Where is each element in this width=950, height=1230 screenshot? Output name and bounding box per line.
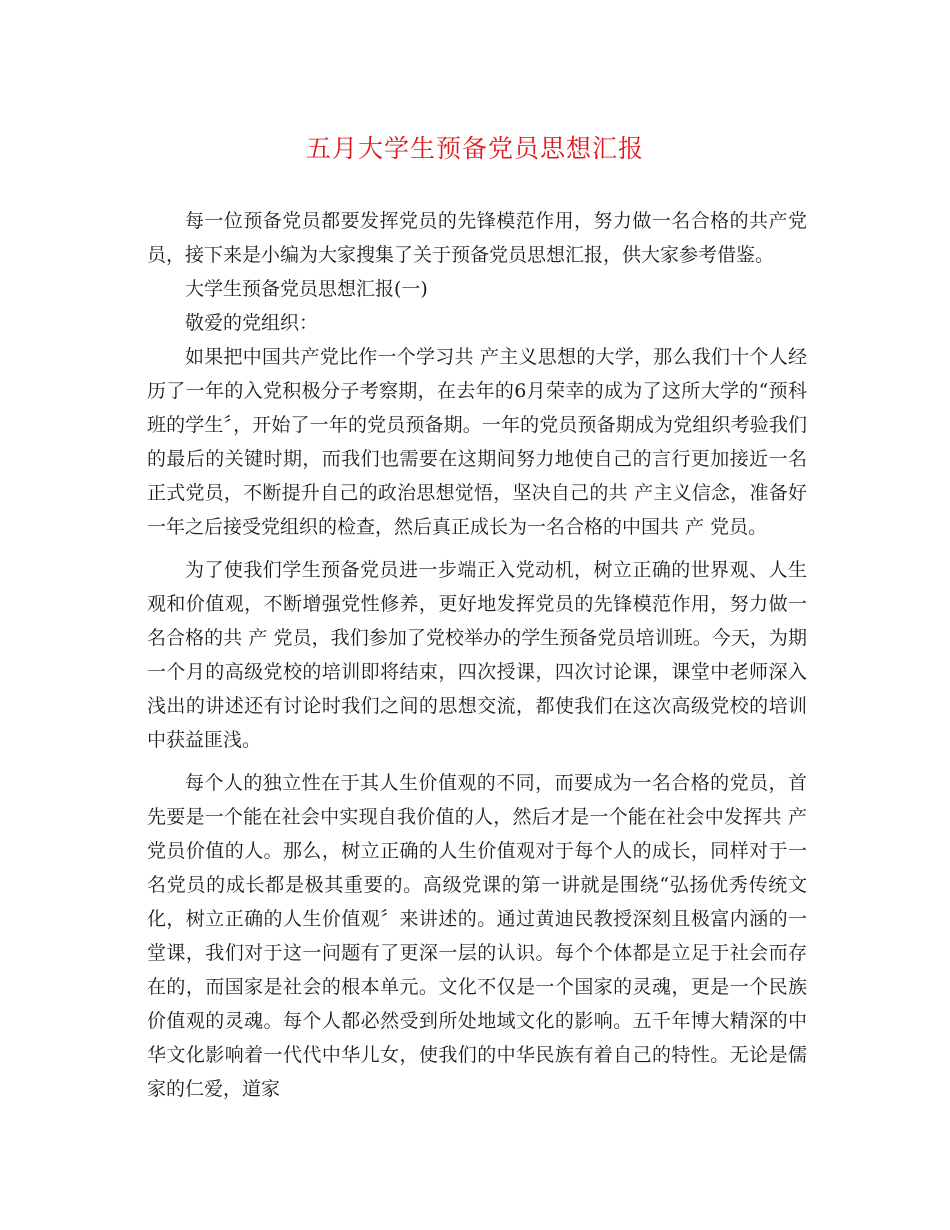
salutation: 敬爱的党组织： (185, 312, 319, 334)
document-body (147, 204, 807, 1106)
document-title: 五月大学生预备党员思想汇报 (305, 134, 644, 163)
intro-paragraph: 每一位预备党员都要发挥党员的先锋模范作用，努力做一名合格的共产党员，接下来是小编为大家搜集了关于预备党员思想汇报，供大家参考借鉴。 (147, 210, 807, 266)
body-paragraph: 每个人的独立性在于其人生价值观的不同，而要成为一名合格的党员，首先要是一个能在社会中实现自我价值的人，然后才是一个能在社会中发挥共 产 党员价值的人。那么，树立正确的人生价值观对于每个人的成长，同样对于一名党员的成长都是极其重要的。高级党课的第一讲就是围绕“弘扬优秀传统文化，树立正确的人生价值观〞来讲述的。通过黄迪民教授深刻且极富内涵的一堂课，我们对于这一问题有了更深一层的认识。每个个体都是立足于社会而存在的，而国家是社会的根本单元。文化不仅是一个国家的灵魂，更是一个民族价值观的灵魂。每个人都必然受到所处地域文化的影响。五千年博大精深的中华文化影响着一代代中华儿女，使我们的中华民族有着自己的特性。无论是儒家的仁爱，道家 (147, 772, 807, 1100)
body-paragraph: 为了使我们学生预备党员进一步端正入党动机，树立正确的世界观、人生观和价值观，不断增强党性修养，更好地发挥党员的先锋模范作用，努力做一名合格的共 产 党员，我们参加了党校举办的学生预备党员培训班。今天，为期一个月的高级党校的培训即将结束，四次授课，四次讨论课，课堂中老师深入浅出的讲述还有讨论时我们之间的思想交流，都使我们在这次高级党校的培训中获益匪浅。 (147, 559, 807, 751)
body-paragraph: 如果把中国共产党比作一个学习共 产主义思想的大学，那么我们十个人经历了一年的入党积极分子考察期，在去年的6月荣幸的成为了这所大学的“预科班的学生〞，开始了一年的党员预备期。一年的党员预备期成为党组织考验我们的最后的关键时期，而我们也需要在这期间努力地使自己的言行更加接近一名正式党员，不断提升自己的政治思想觉悟，坚决自己的共 产主义信念，准备好一年之后接受党组织的检查，然后真正成长为一名合格的中国共 产 党员。 (147, 346, 807, 538)
section-heading: 大学生预备党员思想汇报(一) (185, 278, 428, 300)
